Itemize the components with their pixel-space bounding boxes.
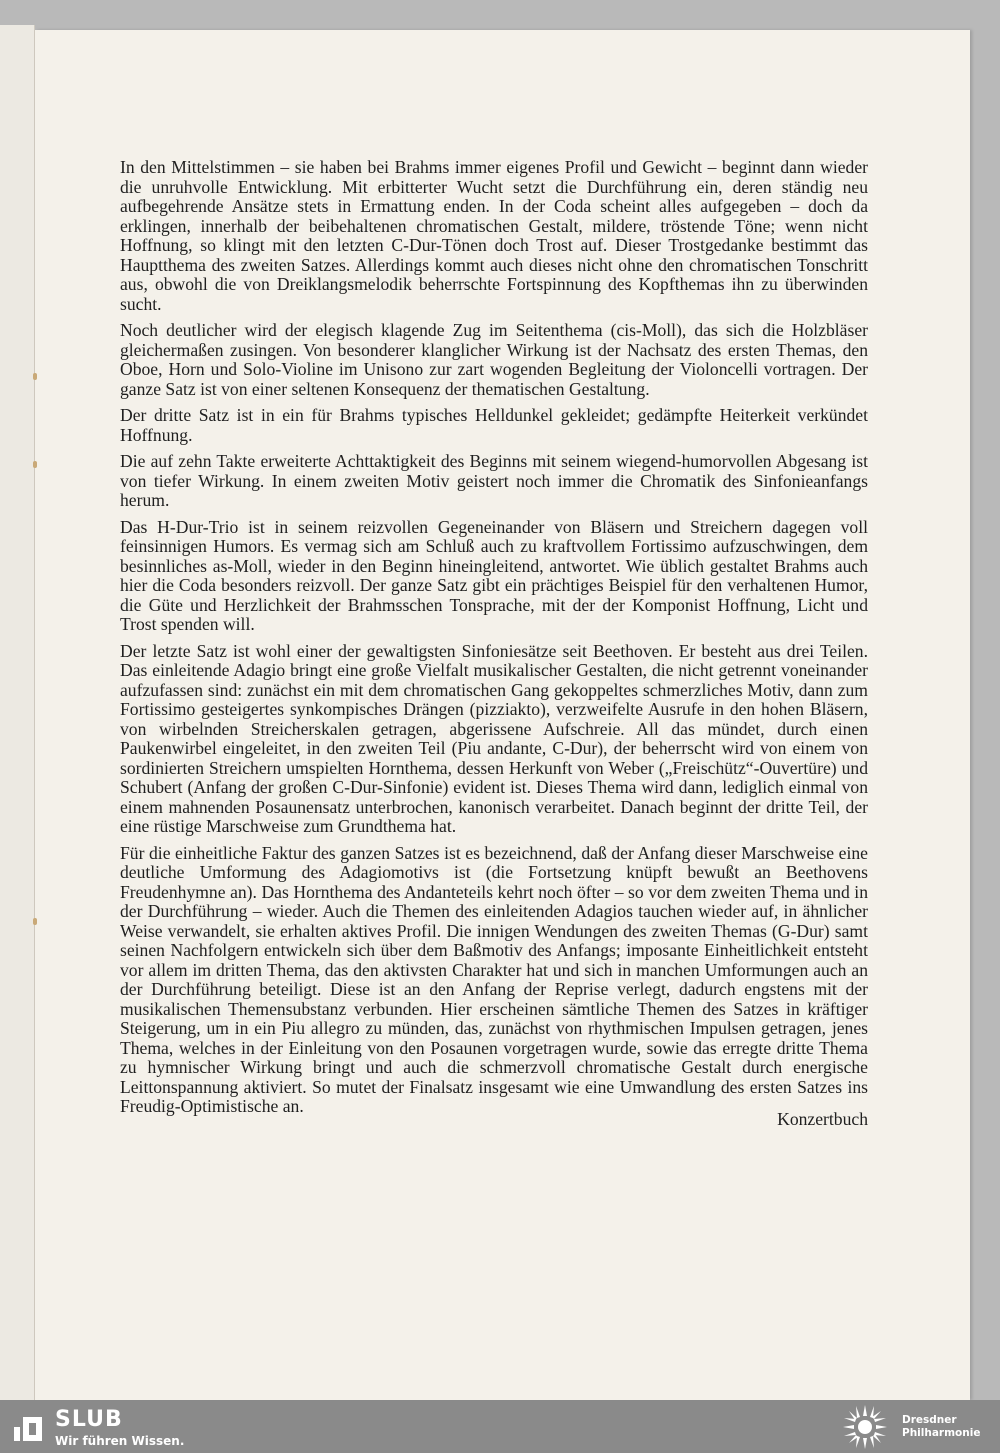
paper-speck-mark <box>33 918 37 925</box>
paragraph: Noch deutlicher wird der elegisch klagende Zug im Seitenthema (cis-Moll), das sich die Holzbläser gleichermaßen zusingen. Von besonderer klanglicher Wirkung ist der Nachsatz des ersten Themas, den Oboe, Horn und Solo-Violine im Unisono zur zart wogenden Begleitung der Violoncelli vortragen. Der ganze Satz ist von einer seltenen Konsequenz der thematischen Gestaltung. <box>120 320 868 399</box>
footer-bar <box>0 1400 1000 1453</box>
paragraph: Die auf zehn Takte erweiterte Achttaktigkeit des Beginns mit seinem wiegend-humorvollen Abgesang ist von tiefer Wirkung. In einem zweiten Motiv geistert noch immer die Chromatik des Sinfonieanfangs herum. <box>120 451 868 510</box>
paper-speck-mark <box>33 461 37 468</box>
slub-logo-icon[interactable] <box>12 1411 44 1443</box>
partner-name-line2: Philharmonie <box>902 1427 981 1439</box>
partner-name-line1: Dresdner <box>902 1414 957 1426</box>
article-body <box>120 158 868 1129</box>
paragraph: Das H-Dur-Trio ist in seinem reizvollen Gegeneinander von Bläsern und Streichern dagegen voll feinsinnigen Humors. Es vermag sich am Schluß auch zu kraftvollem Fortissimo aufzuschwingen, dem besinnliches as-Moll, wieder in den Beginn hineingleitend, antwortet. Wie üblich gestaltet Brahms auch hier die Coda besonders reizvoll. Der ganze Satz gibt ein prächtiges Beispiel für den verhaltenen Humor, die Güte und Herzlichkeit der Brahmsschen Tonsprache, mit der der Komponist Hoffnung, Licht und Trost spenden will. <box>120 516 868 634</box>
philharmonie-sunburst-icon[interactable] <box>842 1404 888 1450</box>
paper-speck-mark <box>33 373 37 380</box>
source-attribution: Konzertbuch <box>777 1108 868 1129</box>
previous-page-edge <box>0 25 35 1400</box>
paragraph: Der letzte Satz ist wohl einer der gewaltigsten Sinfoniesätze seit Beethoven. Er besteht aus drei Teilen. Das einleitende Adagio bringt eine große Vielfalt musikalischer Gestalten, die nicht getrennt voneinander aufzufassen sind: zunächst ein mit dem chromatischen Gang gekoppeltes schmerzliches Motiv, dann zum Fortissimo gesteigertes synkompisches Drängen (pizziakto), verzweifelte Ausrufe in den hohen Bläsern, von wirbelnden Streicherskalen getragen, abgerissene Aufschreie. All das mündet, durch einen Paukenwirbel eingeleitet, in den zweiten Teil (Piu andante, C-Dur), der beherrscht wird von einem von sordinierten Streichern umspielten Hornthema, dessen Herkunft von Weber („Freischütz“-Ouvertüre) und Schubert (Anfang der großen C-Dur-Sinfonie) evident ist. Dieses Thema wird dann, lediglich einmal von einem mahnenden Posaunensatz unterbrochen, kanonisch verarbeitet. Danach beginnt der dritte Teil, der eine rüstige Marschweise zum Grundthema hat. <box>120 640 868 836</box>
paragraph: Für die einheitliche Faktur des ganzen Satzes ist es bezeichnend, daß der Anfang dieser Marschweise eine deutliche Umformung des Adagiomotivs ist (die Fortsetzung knüpft bewußt an Beethovens Freudenhymne an). Das Hornthema des Andanteteils kehrt noch öfter – so vor dem zweiten Thema und in der Durchführung – wieder. Auch die Themen des einleitenden Adagios tauchen wieder auf, in ähnlicher Weise verwandelt, sie erhalten aktives Profil. Die innigen Wendungen des zweiten Themas (G-Dur) samt seinen Nachfolgern entwickeln sich über dem Baßmotiv des Anfangs; imposante Einheitlichkeit entsteht vor allem im dritten Thema, das den aktivsten Charakter hat und sich in manchen Umformungen auch an der Durchführung beteiligt. Diese ist an den Anfang der Reprise verlegt, dadurch engstens mit der musikalischen Themensubstanz verbunden. Hier erscheinen sämtliche Themen des Satzes in kräftiger Steigerung, um in ein Piu allegro zu münden, das, zunächst von rhythmischen Impulsen getragen, jenes Thema, welches in der Einleitung von den Posaunen vorgetragen wurde, sowie das erregte dritte Thema zu hymnischer Wirkung bringt und auch die schmerzvoll chromatische Gestalt durch energische Leittonspannung aktiviert. So mutet der Finalsatz insgesamt wie eine Umwandlung des ersten Satzes ins Freudig-Optimistische an. <box>120 842 868 1116</box>
paragraph: In den Mittelstimmen – sie haben bei Brahms immer eigenes Profil und Gewicht – beginnt dann wieder die unruhvolle Entwicklung. Mit erbitterter Wucht setzt die Durchführung ein, deren ständig neu aufbegehrende Ansätze stets in Ermattung enden. In der Coda scheint alles aufgegeben – doch da erklingen, innerhalb der beibehaltenen chromatischen Gestalt, mildere, tröstende Töne; wenn nicht Hoffnung, so klingt mit den letzten C-Dur-Tönen doch Trost auf. Dieser Trostgedanke bestimmt das Hauptthema des zweiten Satzes. Allerdings kommt auch dieses nicht ohne den chromatischen Tonschritt aus, obwohl die von Dreiklangsmelodik beherrschte Fortspinnung des Kopfthemas ihn zu überwinden sucht. <box>120 157 868 314</box>
library-tagline: Wir führen Wissen. <box>55 1434 185 1448</box>
paragraph: Der dritte Satz ist in ein für Brahms typisches Helldunkel gekleidet; gedämpfte Heiterkeit verkündet Hoffnung. <box>120 405 868 445</box>
library-name[interactable]: SLUB <box>55 1407 123 1432</box>
